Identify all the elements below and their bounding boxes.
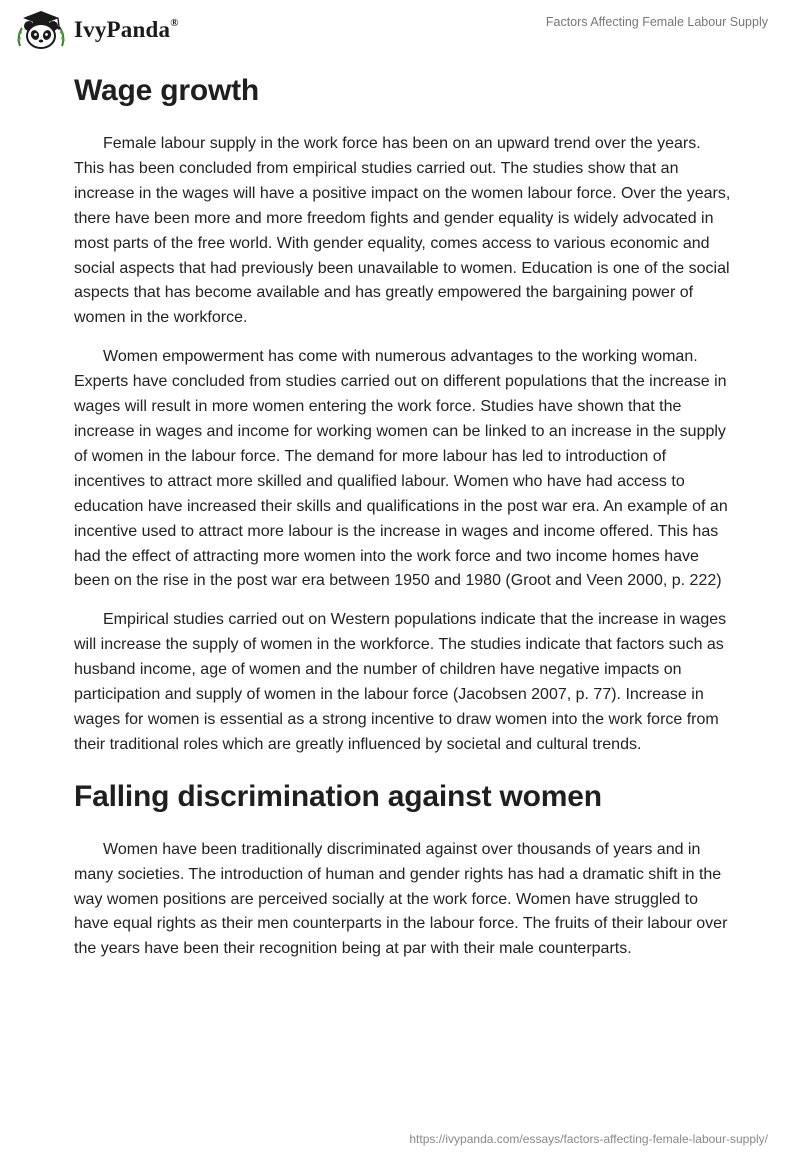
paragraph: Women have been traditionally discriminated against over thousands of years and in many societies. The introduction of human and gender rights has had a dramatic shift in the way women positions are perceived socially at the work force. Women have struggled to have equal rights as their men counterparts in the labour force. The fruits of their labour over the years have been their recognition being at par with their male counterparts. [74,840,728,958]
ivypanda-logo[interactable] [14,8,179,52]
section-heading-falling-discrimination: Falling discrimination against women [74,779,602,813]
paragraph: Empirical studies carried out on Western populations indicate that the increase in wages will increase the supply of women in the workforce. The studies indicate that factors such as husband income, age of women and the number of children have negative impacts on participation and supply of women in the labour force (Jacobsen 2007, p. 77). Increase in wages for women is essential as a strong incentive to draw women into the work force from their traditional roles which are greatly influenced by societal and cultural trends. [74,611,727,753]
brand-name: IvyPanda® [74,17,179,42]
registered-mark: ® [170,17,179,30]
page-header [0,0,800,64]
paragraph: Women empowerment has come with numerous advantages to the working woman. Experts have concluded from studies carried out on different populations that the increase in wages will result in more women entering the work force. Studies have shown that the increase in wages and income for working women can be linked to an increase in the supply of women in the labour force. The demand for more labour has led to introduction of incentives to attract more skilled and qualified labour. Women who have had access to education have increased their skills and qualifications in the post war era. An example of an incentive used to attract more labour is the increase in wages and income offered. This has had the effect of attracting more women into the work force and two income homes have been on the rise in the post war era between 1950 and 1980 (Groot and Veen 2000, p. 222) [74,348,728,590]
section-heading-wage-growth: Wage growth [74,74,260,107]
paragraph: Female labour supply in the work force has been on an upward trend over the years. This has been concluded from empirical studies carried out. The studies show that an increase in the wages will have a positive impact on the women labour force. Over the years, there have been more and more freedom fights and gender equality is widely advocated in most parts of the free world. With gender equality, comes access to various economic and social aspects that had previously been unavailable to women. Education is one of the social aspects that has become available and has greatly empowered the bargaining power of women in the workforce. [74,135,731,327]
essay-body [74,70,734,976]
document-title: Factors Affecting Female Labour Supply [545,15,768,29]
source-url[interactable]: https://ivypanda.com/essays/factors-affecting-female-labour-supply/ [409,1132,768,1146]
panda-graduate-icon [14,8,68,52]
